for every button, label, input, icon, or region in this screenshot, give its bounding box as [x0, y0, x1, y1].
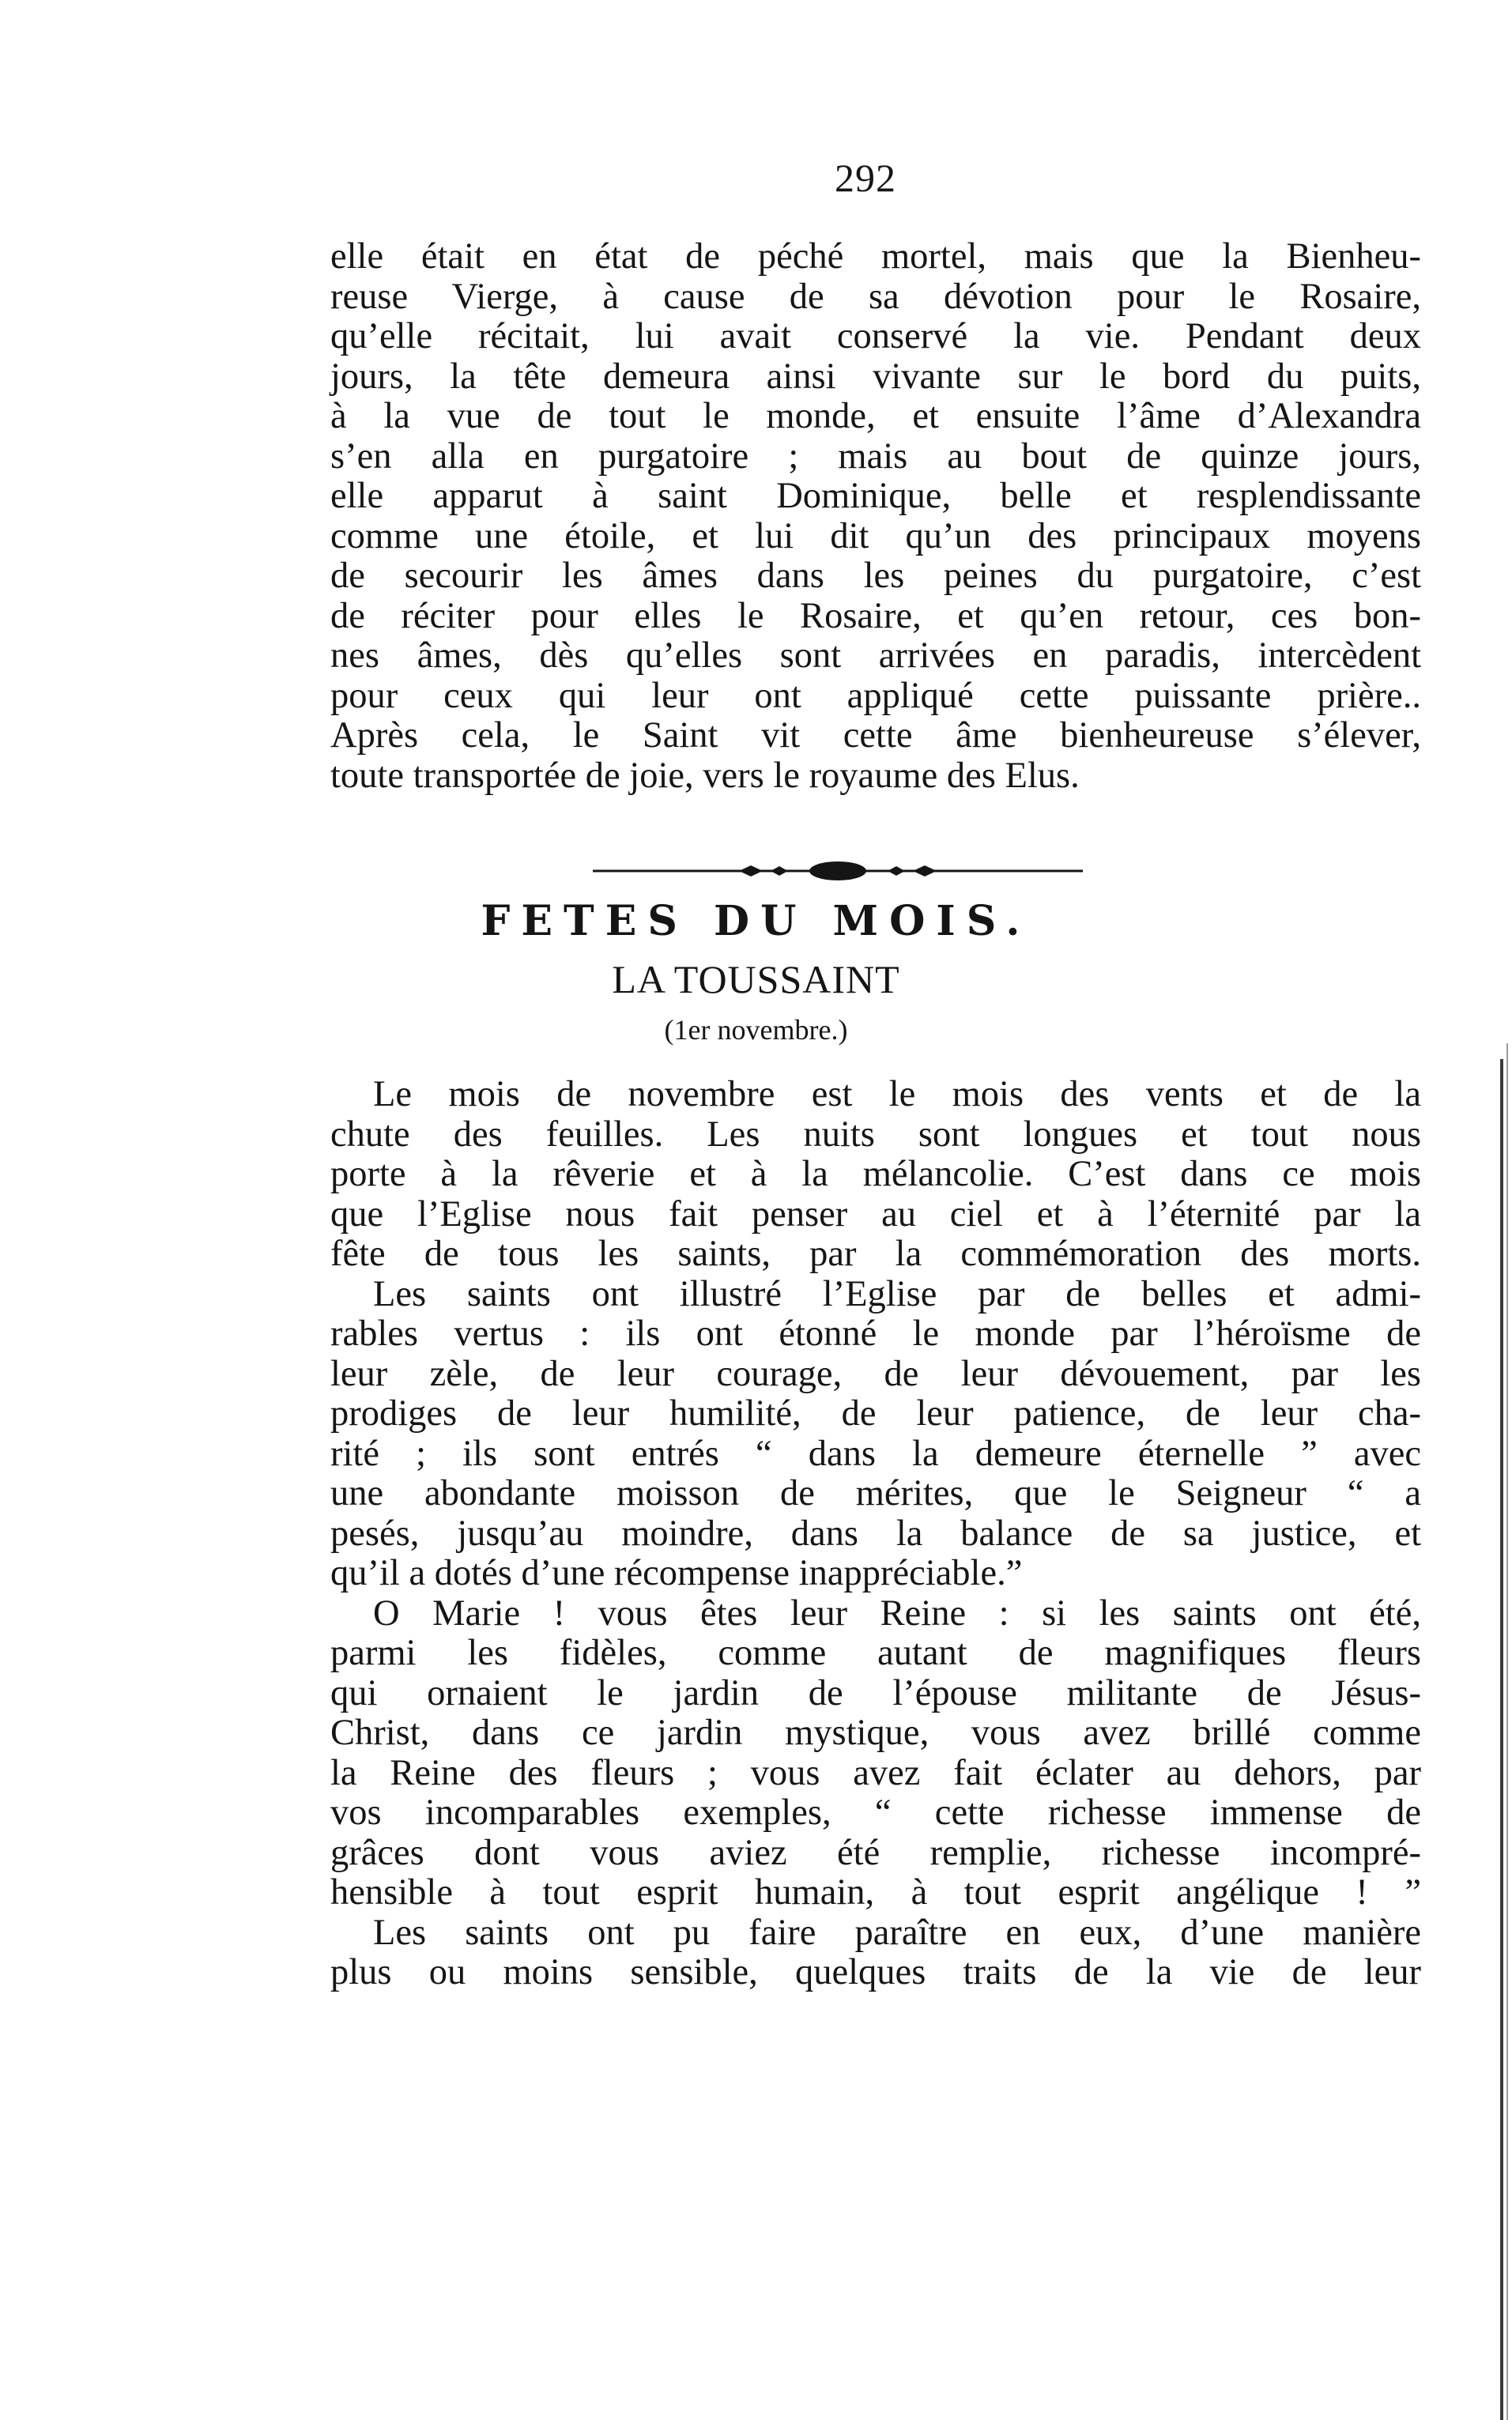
- text-line: pour ceux qui leur ont appliqué cette puissante prière..: [330, 675, 1421, 716]
- text-line: jours, la tête demeura ainsi vivante sur le bord du puits,: [330, 356, 1421, 397]
- text-line: nes âmes, dès qu’elles sont arrivées en paradis, intercèdent: [330, 635, 1421, 676]
- text-line: Christ, dans ce jardin mystique, vous avez brillé comme: [330, 1713, 1421, 1753]
- section-date: (1er novembre.): [664, 1014, 848, 1046]
- text-line: de réciter pour elles le Rosaire, et qu’en retour, ces bon-: [330, 595, 1421, 636]
- text-line: une abondante moisson de mérites, que le Seigneur “ a: [330, 1473, 1421, 1513]
- text-line: rables vertus : ils ont étonné le monde par l’héroïsme de: [330, 1314, 1421, 1354]
- text-line: chute des feuilles. Les nuits sont longues et tout nous: [330, 1114, 1421, 1155]
- page-number: 292: [835, 156, 896, 200]
- text-line: reuse Vierge, à cause de sa dévotion pour le Rosaire,: [330, 276, 1421, 317]
- text-line: elle était en état de péché mortel, mais que la Bienheu-: [330, 236, 1421, 277]
- text-line: Après cela, le Saint vit cette âme bienheureuse s’élever,: [330, 715, 1421, 756]
- body-text: [330, 1075, 1421, 1993]
- opening-paragraph: [330, 237, 1421, 796]
- text-line: à la vue de tout le monde, et ensuite l’âme d’Alexandra: [330, 396, 1421, 436]
- text-line: grâces dont vous aviez été remplie, richesse incompré-: [330, 1832, 1421, 1873]
- text-line: Le mois de novembre est le mois des vents et de la: [373, 1074, 1421, 1114]
- text-line: la Reine des fleurs ; vous avez fait éclater au dehors, par: [330, 1752, 1421, 1793]
- text-line: elle apparut à saint Dominique, belle et resplendissante: [330, 476, 1421, 516]
- text-line: parmi les fidèles, comme autant de magnifiques fleurs: [330, 1633, 1421, 1673]
- ornament-divider: [593, 857, 1083, 885]
- text-line: comme une étoile, et lui dit qu’un des principaux moyens: [330, 515, 1421, 556]
- text-line: fête de tous les saints, par la commémoration des morts.: [330, 1234, 1421, 1274]
- page-edge-rule: [1506, 1043, 1508, 2420]
- text-line: Les saints ont illustré l’Eglise par de belles et admi-: [373, 1273, 1421, 1314]
- text-line: que l’Eglise nous fait penser au ciel et à l’éternité par la: [330, 1193, 1421, 1235]
- text-line: plus ou moins sensible, quelques traits de la vie de leur: [330, 1952, 1421, 1992]
- text-line: pesés, jusqu’au moindre, dans la balance de sa justice, et: [330, 1513, 1421, 1554]
- page-edge-rule: [1500, 1059, 1503, 2420]
- text-line: s’en alla en purgatoire ; mais au bout de quinze jours,: [330, 435, 1421, 477]
- text-line: O Marie ! vous êtes leur Reine : si les saints ont été,: [373, 1593, 1421, 1634]
- text-line: leur zèle, de leur courage, de leur dévouement, par les: [330, 1353, 1421, 1394]
- text-line: qu’elle récitait, lui avait conservé la vie. Pendant deux: [330, 316, 1421, 356]
- section-subheading: LA TOUSSAINT: [612, 957, 900, 1001]
- text-line: Les saints ont pu faire paraître en eux, d’une manière: [373, 1912, 1421, 1953]
- text-line: porte à la rêverie et à la mélancolie. C’est dans ce mois: [330, 1154, 1421, 1194]
- text-line: qu’il a dotés d’une récompense inappréciable.”: [330, 1553, 1023, 1593]
- text-line: rité ; ils sont entrés “ dans la demeure éternelle ” avec: [330, 1433, 1421, 1474]
- text-line: hensible à tout esprit humain, à tout esprit angélique ! ”: [330, 1872, 1421, 1913]
- text-line: toute transportée de joie, vers le royaume des Elus.: [330, 755, 1080, 796]
- text-line: vos incomparables exemples, “ cette richesse immense de: [330, 1792, 1421, 1833]
- text-line: prodiges de leur humilité, de leur patience, de leur cha-: [330, 1393, 1421, 1434]
- text-line: qui ornaient le jardin de l’épouse militante de Jésus-: [330, 1672, 1421, 1713]
- section-heading: FETES DU MOIS.: [481, 897, 1031, 945]
- text-line: de secourir les âmes dans les peines du purgatoire, c’est: [330, 556, 1421, 596]
